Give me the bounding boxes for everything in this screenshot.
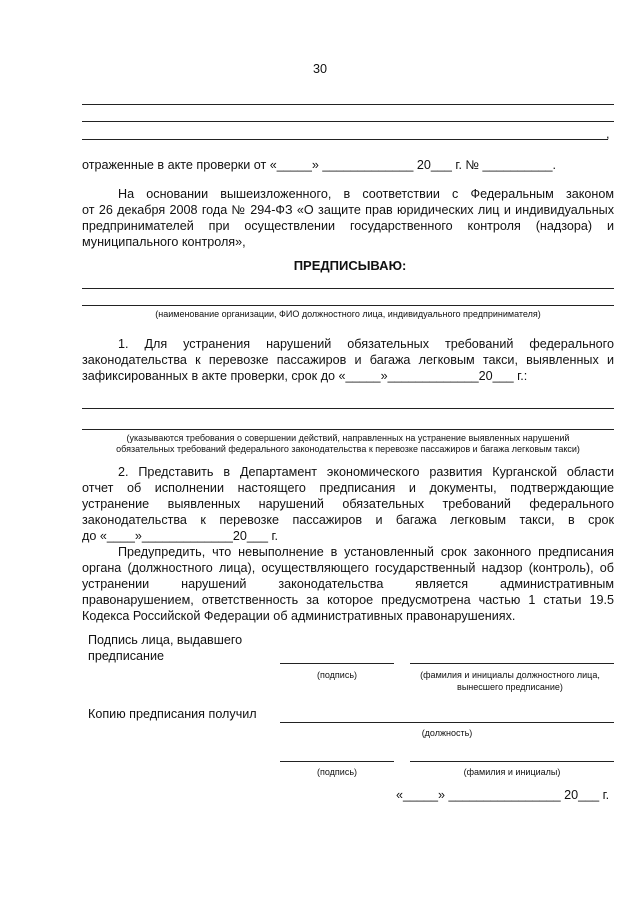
blank-line-2[interactable] [82,121,614,122]
heading-prescribe: ПРЕДПИСЫВАЮ: [293,258,407,273]
item2-line-1: 2. Представить в Департамент экономического развития Курганской области [118,465,614,479]
recipient-position-line[interactable] [280,722,614,723]
comma-mark: , [606,127,610,141]
inspection-reference: отраженные в акте проверки от «_____» _____________ 20___ г. № __________. [82,158,556,172]
blank-line-1[interactable] [82,104,614,105]
issuer-signature-caption: (подпись) [316,670,358,680]
issuer-signature-line[interactable] [280,663,394,664]
page-number: 30 [312,62,327,76]
warning-line-3: устранении нарушений законодательства является административным [82,577,614,591]
issuer-name-caption-line-2: вынесшего предписание) [457,682,563,692]
organization-caption: (наименование организации, ФИО должностного лица, индивидуального предпринимателя) [155,309,541,319]
warning-line-1: Предупредить, что невыполнение в установленный срок законного предписания [118,545,614,559]
warning-line-4: правонарушением, ответственность за которое предусмотрена частью 1 статьи 19.5 [82,593,614,607]
recipient-position-caption: (должность) [421,728,473,738]
recipient-signature-caption: (подпись) [316,767,358,777]
issuer-name-line[interactable] [410,663,614,664]
issuer-label-line-1: Подпись лица, выдавшего [88,633,243,647]
recipient-date: «_____» ________________ 20___ г. [396,788,610,802]
organization-line-2[interactable] [82,305,614,306]
basis-line-3: предпринимателей при осуществлении государственного контроля (надзора) и [82,219,614,233]
warning-line-5: Кодекса Российской Федерации об административных правонарушениях. [82,609,516,623]
warning-line-2: органа (должностного лица), осуществляющего государственный надзор (контроль), об [82,561,614,575]
item1-line-3: зафиксированных в акте проверки, срок до «_____»_____________20___ г.: [82,369,528,383]
item2-line-4: законодательства к перевозке пассажиров и багажа легковым такси, в срок [82,513,614,527]
item1-caption-line-2: обязательных требований федерального законодательства к перевозке пассажиров и багажа легковым такси) [116,444,580,454]
requirements-line-2[interactable] [82,429,614,430]
blank-line-3[interactable] [82,139,608,140]
item2-line-3: устранение выявленных нарушений обязательных требований федерального [82,497,614,511]
basis-line-4: муниципального контроля», [82,235,246,249]
basis-line-2: от 26 декабря 2008 года № 294-ФЗ «О защите прав юридических лиц и индивидуальных [82,203,614,217]
issuer-label-line-2: предписание [88,649,165,663]
recipient-label: Копию предписания получил [88,707,257,721]
item1-line-1: 1. Для устранения нарушений обязательных требований федерального [118,337,614,351]
requirements-line-1[interactable] [82,408,614,409]
item2-line-2: отчет об исполнении настоящего предписания и документы, подтверждающие [82,481,614,495]
item1-caption-line-1: (указываются требования о совершении действий, направленных на устранение выявленных нарушений [126,433,570,443]
basis-line-1: На основании вышеизложенного, в соответствии с Федеральным законом [118,187,614,201]
item2-line-5: до «____»_____________20___ г. [82,529,279,543]
issuer-name-caption-line-1: (фамилия и инициалы должностного лица, [420,670,600,680]
recipient-name-caption: (фамилия и инициалы) [463,767,561,777]
organization-line-1[interactable] [82,288,614,289]
recipient-name-line[interactable] [410,761,614,762]
recipient-signature-line[interactable] [280,761,394,762]
item1-line-2: законодательства к перевозке пассажиров и багажа легковым такси, выявленных и [82,353,614,367]
